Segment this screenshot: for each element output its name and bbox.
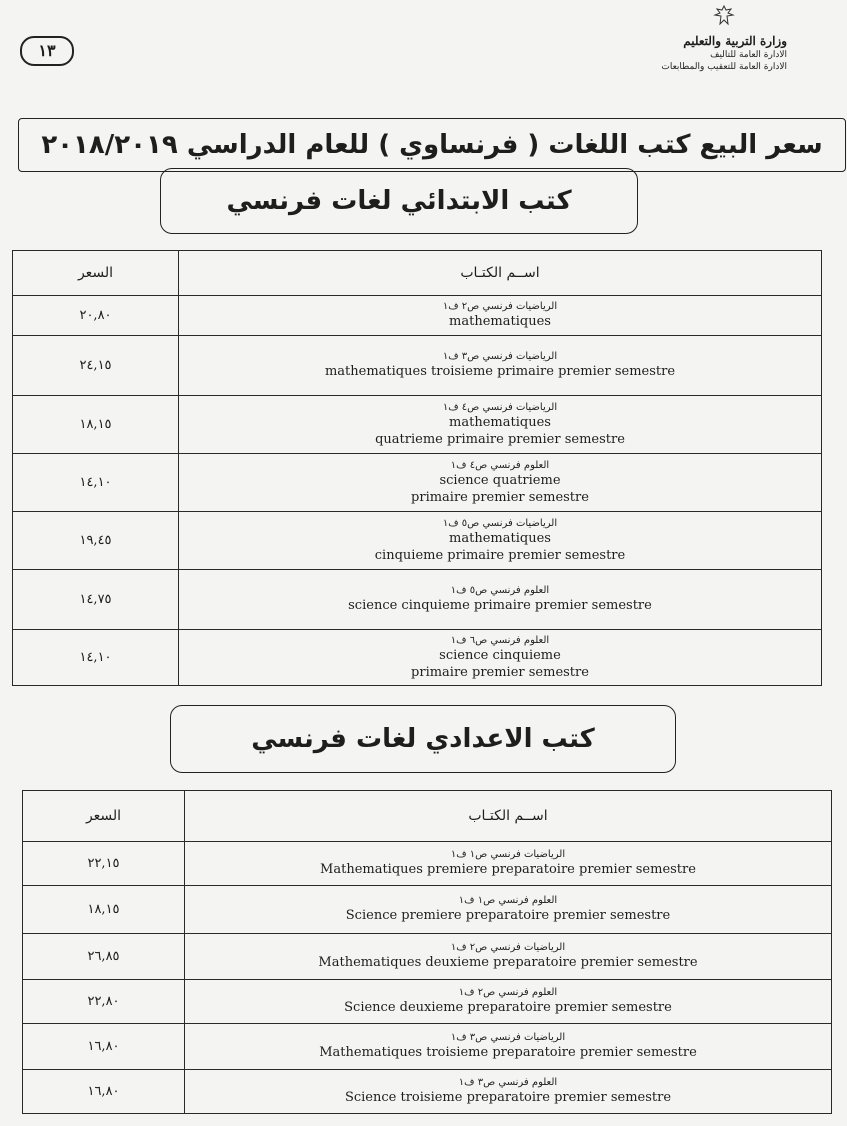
book-name-arabic: الرياضيات فرنسي ص٢ ف١	[442, 301, 558, 312]
table-header-row	[13, 251, 822, 296]
book-name-cell	[185, 934, 832, 980]
preparatory-section-heading: كتب الاعدادي لغات فرنسي	[170, 705, 676, 773]
department-line-1: الادارة العامة للتاليف	[710, 50, 787, 60]
table-row	[23, 1070, 832, 1114]
book-name-arabic: العلوم فرنسي ص١ ف١	[458, 895, 558, 906]
book-name-arabic: الرياضيات فرنسي ص٥ ف١	[442, 517, 558, 529]
book-name-french: Mathematiques premiere preparatoire premier semestre	[320, 862, 696, 877]
price-cell: ١٨,١٥	[23, 886, 185, 934]
book-name-french: Science deuxieme preparatoire premier semestre	[344, 1000, 672, 1015]
book-name-cell	[179, 570, 822, 630]
book-name-cell	[185, 1070, 832, 1114]
table-row	[23, 886, 832, 934]
book-name-arabic: العلوم فرنسي ص٢ ف١	[458, 987, 558, 998]
price-cell: ١٨,١٥	[13, 396, 179, 454]
book-name-cell	[179, 630, 822, 686]
table-row	[13, 336, 822, 396]
book-name-column-header: اســم الكتـاب	[179, 251, 822, 296]
book-name-cell	[185, 886, 832, 934]
price-column-header: السعر	[13, 251, 179, 296]
book-name-arabic: العلوم فرنسي ص٣ ف١	[458, 1077, 558, 1088]
book-name-french: cinquieme primaire premier semestre	[374, 547, 626, 563]
book-name-french: mathematiques	[449, 414, 551, 430]
book-name-french: Science troisieme preparatoire premier semestre	[344, 1090, 672, 1105]
book-name-cell	[185, 1024, 832, 1070]
book-name-french: science cinquieme primaire premier semestre	[348, 598, 652, 613]
department-line-2: الادارة العامة للتعقيب والمطابعات	[661, 62, 787, 72]
book-name-cell	[179, 336, 822, 396]
price-column-header: السعر	[23, 791, 185, 842]
document-title: سعر البيع كتب اللغات ( فرنساوي ) للعام الدراسي ٢٠١٨/٢٠١٩	[18, 118, 846, 172]
price-cell: ١٤,٧٥	[13, 570, 179, 630]
primary-section-heading: كتب الابتدائي لغات فرنسي	[160, 168, 638, 234]
book-name-arabic: الرياضيات فرنسي ص١ ف١	[450, 849, 566, 860]
table-row	[23, 1024, 832, 1070]
book-name-column-header: اســم الكتـاب	[185, 791, 832, 842]
book-name-french: quatrieme primaire premier semestre	[375, 431, 625, 447]
table-row	[13, 454, 822, 512]
ministry-name: وزارة التربية والتعليم	[683, 34, 787, 48]
book-name-french: primaire premier semestre	[411, 664, 589, 680]
book-name-french: Science premiere preparatoire premier semestre	[345, 908, 671, 923]
book-name-arabic: الرياضيات فرنسي ص٣ ف١	[442, 351, 558, 362]
table-row	[13, 396, 822, 454]
book-name-cell	[185, 842, 832, 886]
price-cell: ١٦,٨٠	[23, 1024, 185, 1070]
price-cell: ١٩,٤٥	[13, 512, 179, 570]
primary-books-table	[12, 250, 822, 686]
book-name-arabic: الرياضيات فرنسي ص٢ ف١	[450, 942, 566, 953]
price-cell: ١٦,٨٠	[23, 1070, 185, 1114]
book-name-french: Mathematiques troisieme preparatoire premier semestre	[319, 1045, 697, 1060]
table-row	[13, 512, 822, 570]
price-cell: ١٤,١٠	[13, 630, 179, 686]
table-row	[13, 630, 822, 686]
book-name-cell	[179, 296, 822, 336]
ministry-header	[607, 4, 787, 73]
table-header-row	[23, 791, 832, 842]
book-name-french: mathematiques	[449, 530, 551, 546]
book-name-cell	[179, 512, 822, 570]
book-name-french: primaire premier semestre	[411, 489, 589, 505]
table-row	[13, 570, 822, 630]
book-name-french: science cinquieme	[439, 647, 561, 663]
book-name-cell	[179, 396, 822, 454]
table-row	[23, 934, 832, 980]
price-cell: ٢٢,٨٠	[23, 980, 185, 1024]
book-name-arabic: العلوم فرنسي ص٥ ف١	[450, 585, 550, 596]
price-cell: ٢٠,٨٠	[13, 296, 179, 336]
price-cell: ٢٤,١٥	[13, 336, 179, 396]
book-name-arabic: العلوم فرنسي ص٦ ف١	[450, 634, 550, 646]
book-name-french: mathematiques	[449, 314, 551, 329]
price-cell: ٢٦,٨٥	[23, 934, 185, 980]
table-row	[13, 296, 822, 336]
table-row	[23, 842, 832, 886]
price-cell: ١٤,١٠	[13, 454, 179, 512]
preparatory-books-table	[22, 790, 832, 1114]
price-cell: ٢٢,١٥	[23, 842, 185, 886]
page-number: ١٣	[20, 36, 74, 66]
book-name-french: science quatrieme	[439, 472, 561, 488]
book-name-french: Mathematiques deuxieme preparatoire premier semestre	[318, 955, 698, 970]
book-name-arabic: الرياضيات فرنسي ص٤ ف١	[442, 401, 558, 413]
table-row	[23, 980, 832, 1024]
book-name-arabic: العلوم فرنسي ص٤ ف١	[450, 459, 550, 471]
book-name-cell	[179, 454, 822, 512]
eagle-emblem-icon	[711, 4, 737, 28]
book-name-arabic: الرياضيات فرنسي ص٣ ف١	[450, 1032, 566, 1043]
book-name-cell	[185, 980, 832, 1024]
book-name-french: mathematiques troisieme primaire premier semestre	[324, 364, 676, 379]
